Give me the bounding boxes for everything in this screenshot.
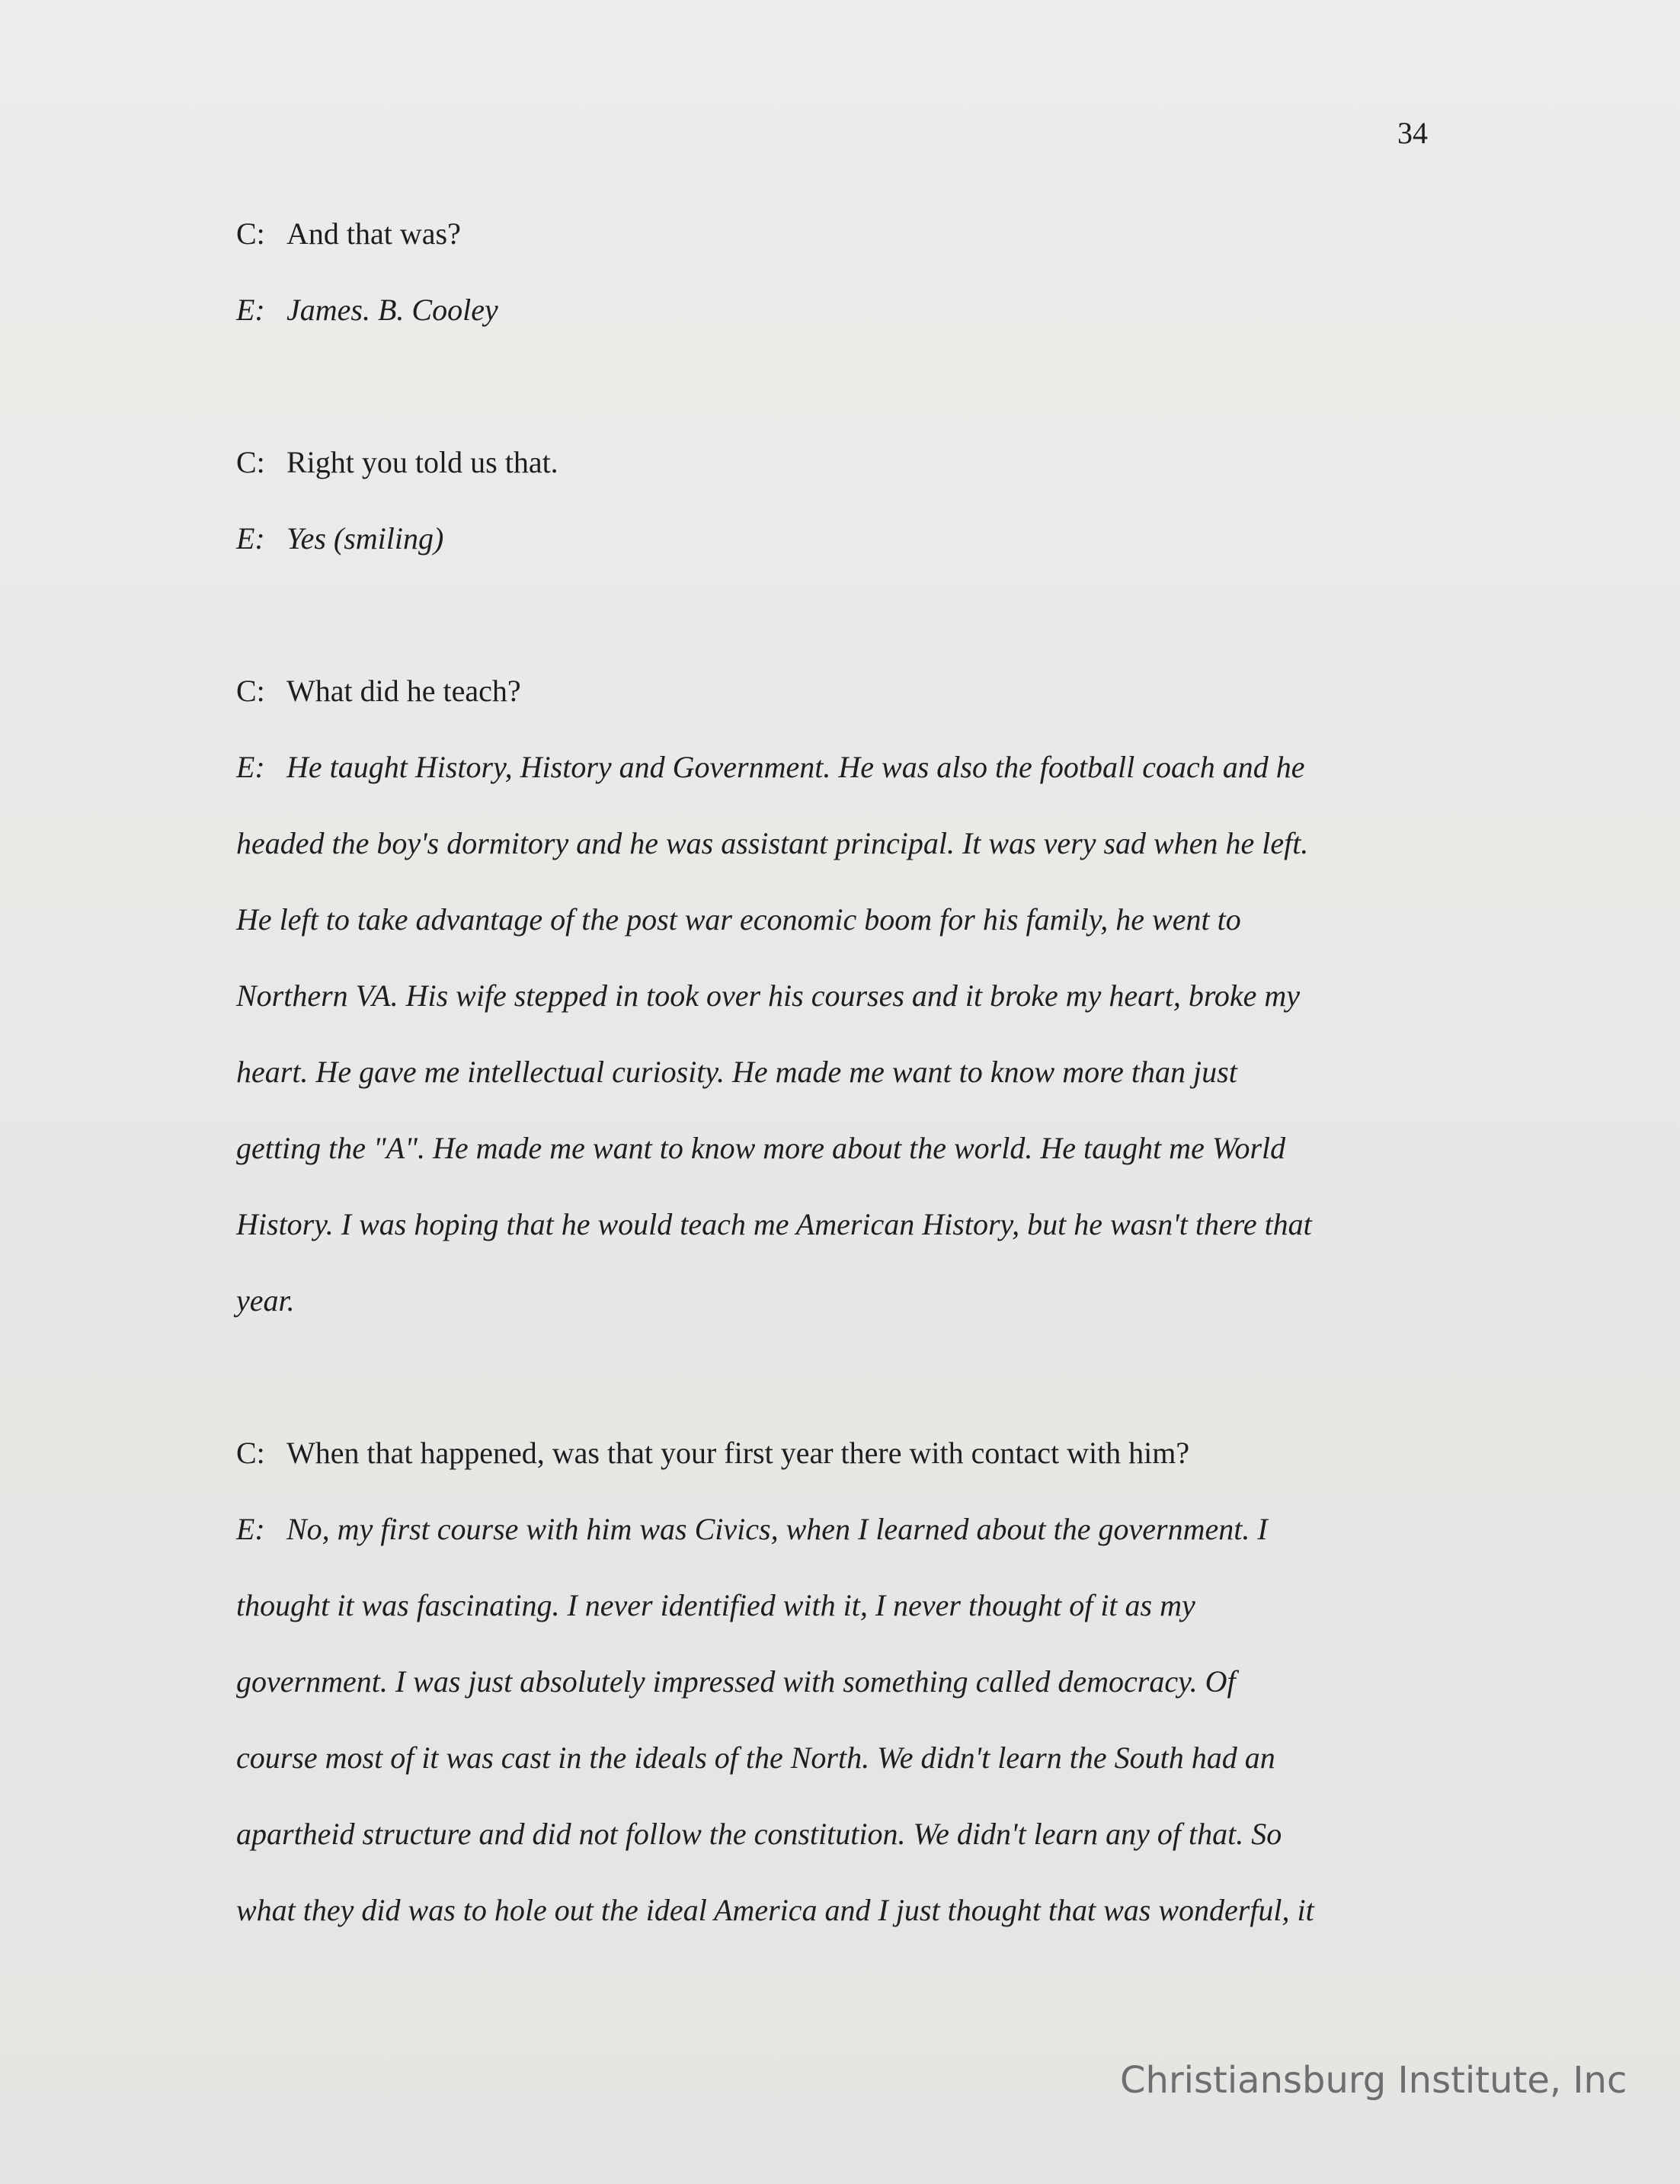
question-text: And that was? xyxy=(286,216,461,251)
speaker-label: E: xyxy=(236,750,265,784)
answer-text: James. B. Cooley xyxy=(286,293,498,327)
question-text: Right you told us that. xyxy=(286,445,558,479)
answer-line: Northern VA. His wife stepped in took over his courses and it broke my heart, broke my xyxy=(236,978,1301,1013)
question-text: What did he teach? xyxy=(286,674,521,708)
watermark: Christiansburg Institute, Inc xyxy=(1120,2059,1627,2102)
answer-line: what they did was to hole out the ideal America and I just thought that was wonderful, it xyxy=(236,1893,1314,1927)
answer-line: heart. He gave me intellectual curiosity. He made me want to know more than just xyxy=(236,1055,1237,1089)
question-text: When that happened, was that your first year there with contact with him? xyxy=(286,1436,1190,1470)
question-line xyxy=(236,1434,1448,1472)
answer-line xyxy=(236,291,1448,329)
answer-line: headed the boy's dormitory and he was assistant principal. It was very sad when he left. xyxy=(236,826,1309,860)
answer-line: apartheid structure and did not follow the constitution. We didn't learn any of that. So xyxy=(236,1817,1282,1851)
speaker-label: C: xyxy=(236,1436,265,1470)
answer-line xyxy=(236,520,1448,558)
answer-text: No, my first course with him was Civics, when I learned about the government. I xyxy=(286,1512,1268,1546)
speaker-label: E: xyxy=(236,293,265,327)
answer-text: Yes (smiling) xyxy=(286,521,444,556)
answer-line: getting the "A". He made me want to know more about the world. He taught me World xyxy=(236,1131,1286,1165)
answer-text: He taught History, History and Government. He was also the football coach and he xyxy=(286,750,1305,784)
speaker-label: C: xyxy=(236,674,265,708)
speaker-label: C: xyxy=(236,216,265,251)
speaker-label: E: xyxy=(236,1512,265,1546)
question-line xyxy=(236,672,1448,710)
answer-line: government. I was just absolutely impressed with something called democracy. Of xyxy=(236,1664,1236,1699)
question-line xyxy=(236,215,1448,253)
answer-line: History. I was hoping that he would teach me American History, but he wasn't there that xyxy=(236,1207,1312,1241)
answer-line: He left to take advantage of the post war economic boom for his family, he went to xyxy=(236,902,1241,937)
answer-line xyxy=(236,1510,1448,1548)
speaker-label: C: xyxy=(236,445,265,479)
answer-line: course most of it was cast in the ideals of the North. We didn't learn the South had an xyxy=(236,1740,1275,1775)
answer-line: thought it was fascinating. I never identified with it, I never thought of it as my xyxy=(236,1588,1195,1622)
answer-line: year. xyxy=(236,1283,295,1318)
page-number: 34 xyxy=(1397,116,1428,150)
answer-line xyxy=(236,748,1448,786)
question-line xyxy=(236,444,1448,482)
speaker-label: E: xyxy=(236,521,265,556)
